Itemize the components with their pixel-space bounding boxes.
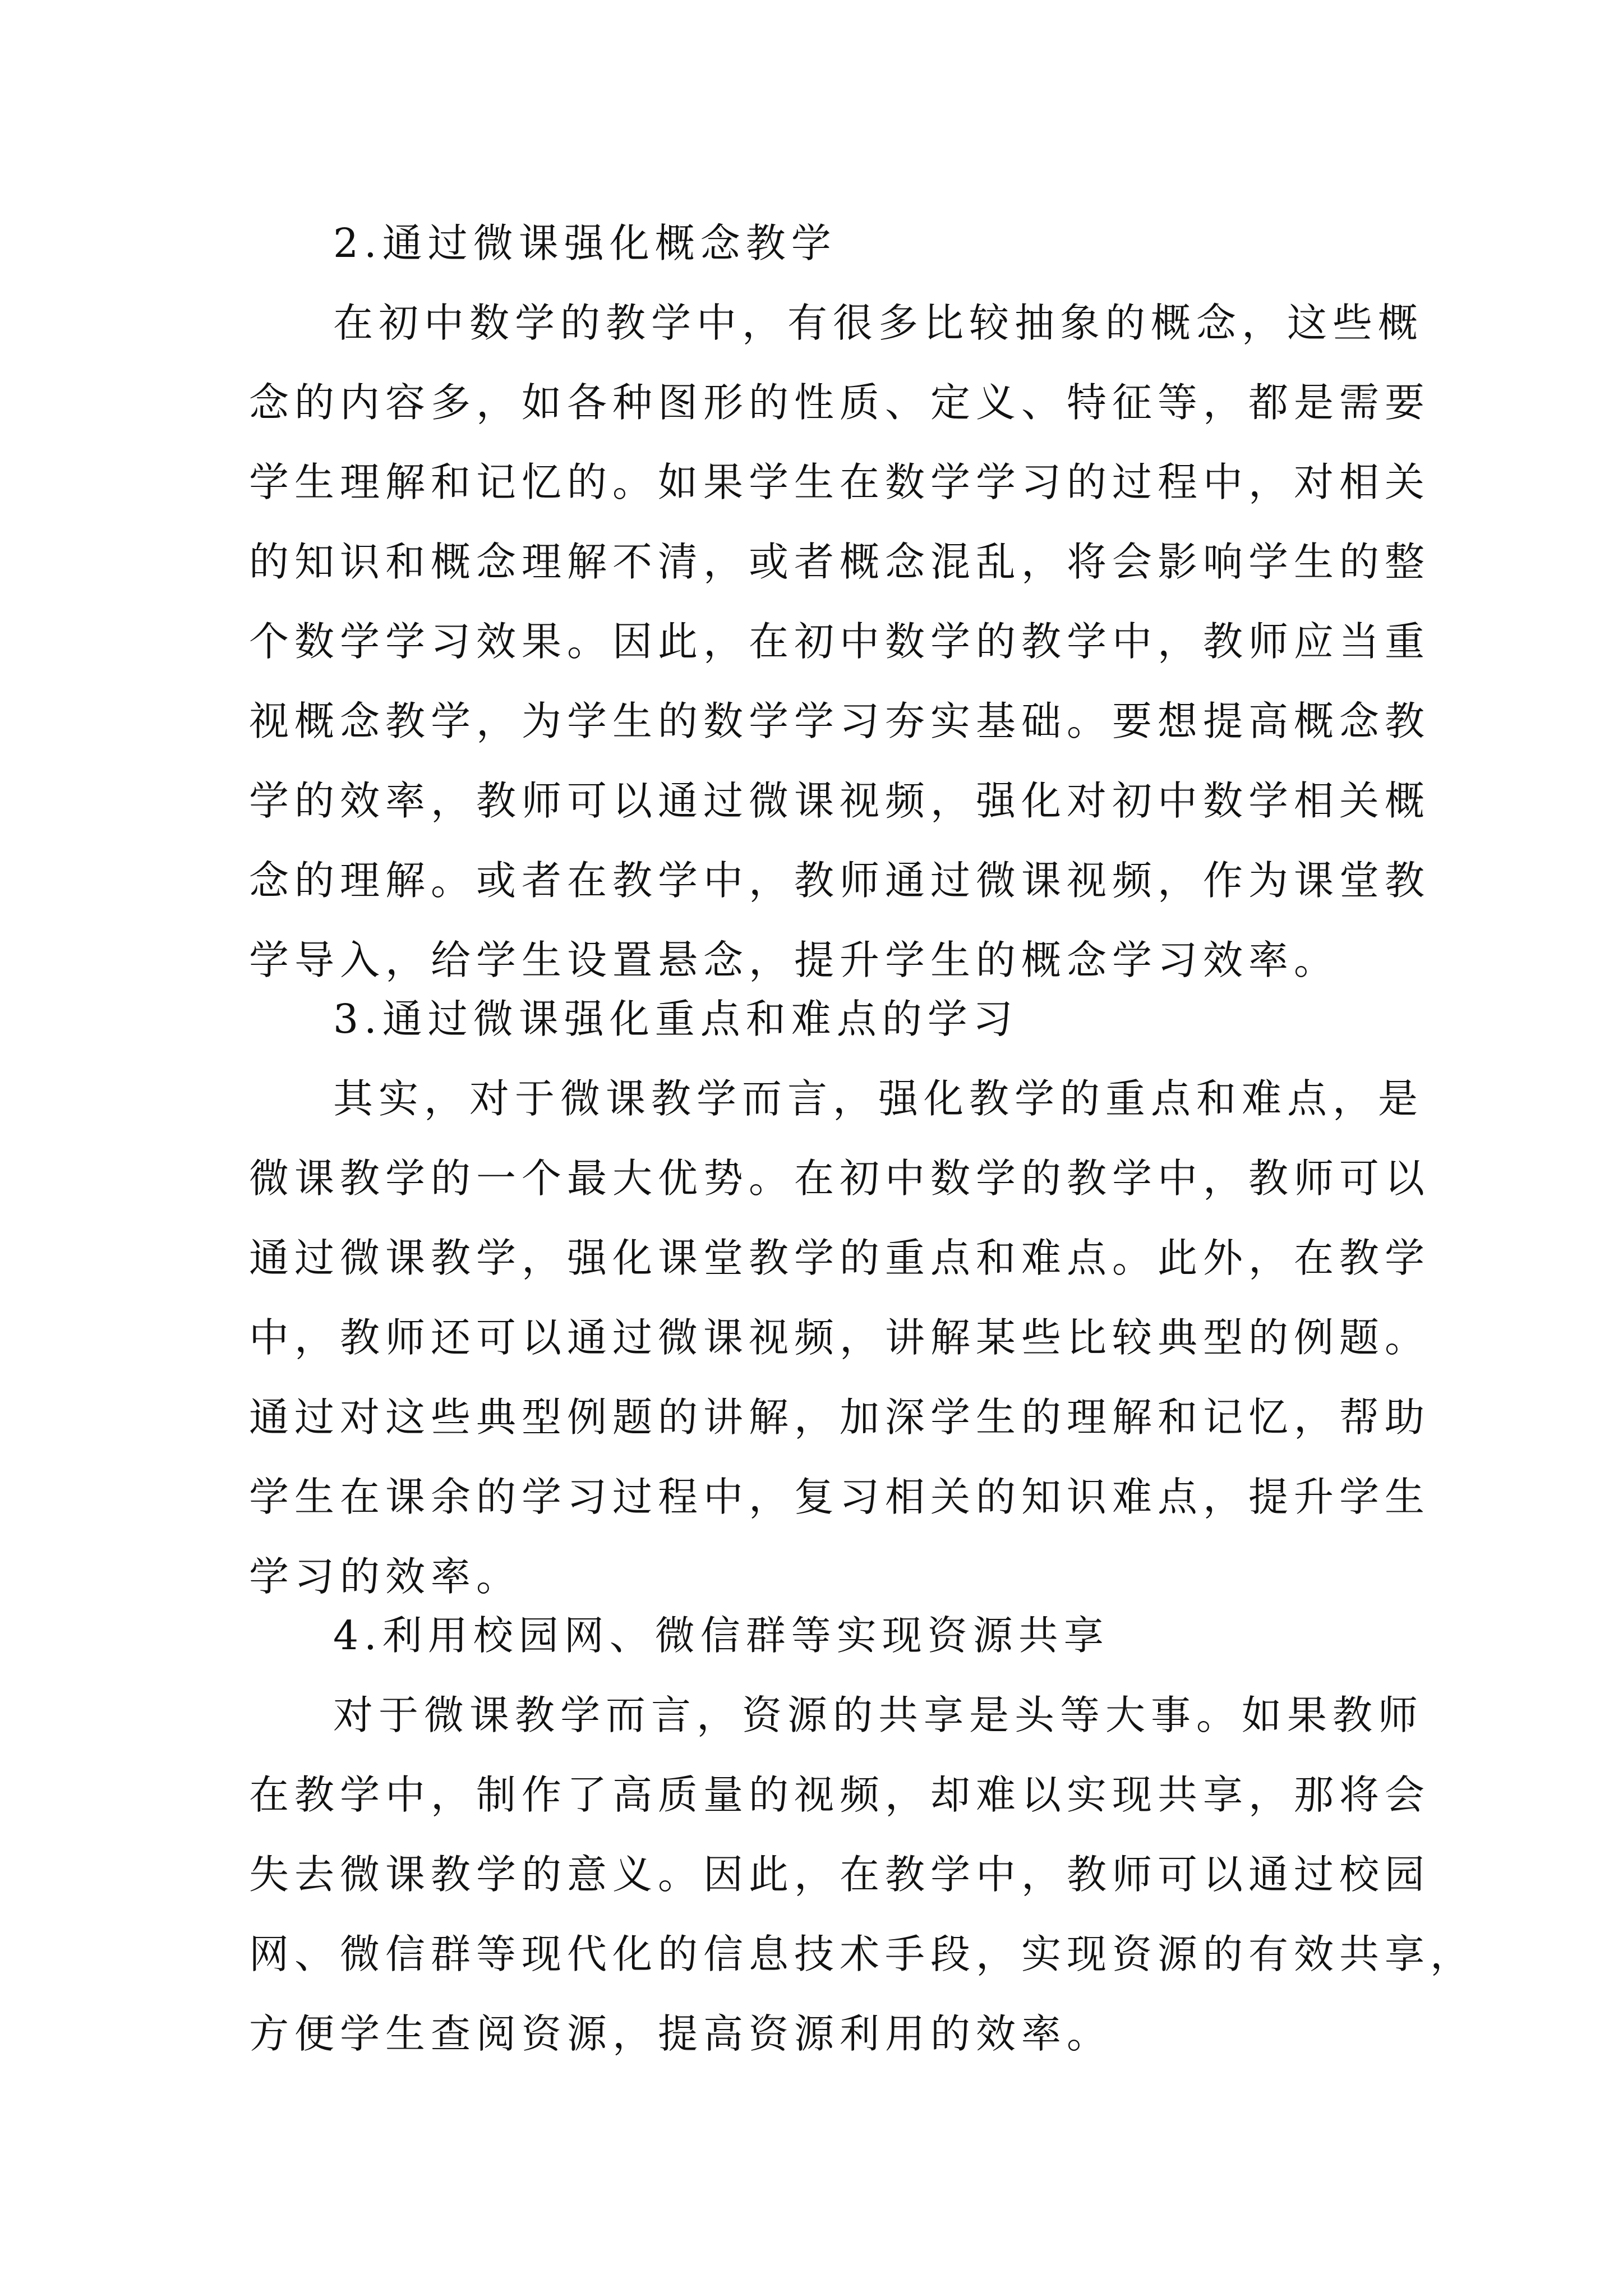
paragraph-line: 中，教师还可以通过微课视频，讲解某些比较典型的例题。 [249,1314,1431,1361]
paragraph-line: 念的内容多，如各种图形的性质、定义、特征等，都是需要 [249,379,1431,426]
paragraph-line: 失去微课教学的意义。因此，在教学中，教师可以通过校园 [249,1851,1431,1898]
paragraph-line: 学生理解和记忆的。如果学生在数学学习的过程中，对相关 [249,459,1431,505]
heading-resource-sharing: 4.利用校园网、微信群等实现资源共享 [333,1612,1109,1659]
paragraph-line: 学习的效率。 [249,1553,522,1600]
paragraph-line: 方便学生查阅资源，提高资源利用的效率。 [249,2010,1113,2057]
heading-concept-teaching: 2.通过微课强化概念教学 [333,220,837,266]
paragraph-line: 网、微信群等现代化的信息技术手段，实现资源的有效共享， [249,1931,1476,1977]
paragraph-line: 通过对这些典型例题的讲解，加深学生的理解和记忆，帮助 [249,1394,1431,1441]
paragraph-line: 在教学中，制作了高质量的视频，却难以实现共享，那将会 [249,1772,1431,1818]
paragraph-line: 在初中数学的教学中，有很多比较抽象的概念，这些概 [333,300,1424,346]
heading-key-difficult-points: 3.通过微课强化重点和难点的学习 [333,996,1018,1042]
paragraph-line: 其实，对于微课教学而言，强化教学的重点和难点，是 [333,1075,1424,1122]
paragraph-line: 通过微课教学，强化课堂教学的重点和难点。此外，在教学 [249,1235,1431,1281]
paragraph-line: 学生在课余的学习过程中，复习相关的知识难点，提升学生 [249,1474,1431,1520]
paragraph-line: 念的理解。或者在教学中，教师通过微课视频，作为课堂教 [249,857,1431,904]
paragraph-line: 对于微课教学而言，资源的共享是头等大事。如果教师 [333,1692,1424,1738]
paragraph-line: 学的效率，教师可以通过微课视频，强化对初中数学相关概 [249,777,1431,824]
paragraph-line: 学导入，给学生设置悬念，提升学生的概念学习效率。 [249,937,1340,983]
paragraph-line: 视概念教学，为学生的数学学习夯实基础。要想提高概念教 [249,698,1431,744]
paragraph-line: 的知识和概念理解不清，或者概念混乱，将会影响学生的整 [249,539,1431,585]
paragraph-line: 个数学学习效果。因此，在初中数学的教学中，教师应当重 [249,618,1431,665]
paragraph-line: 微课教学的一个最大优势。在初中数学的教学中，教师可以 [249,1155,1431,1202]
